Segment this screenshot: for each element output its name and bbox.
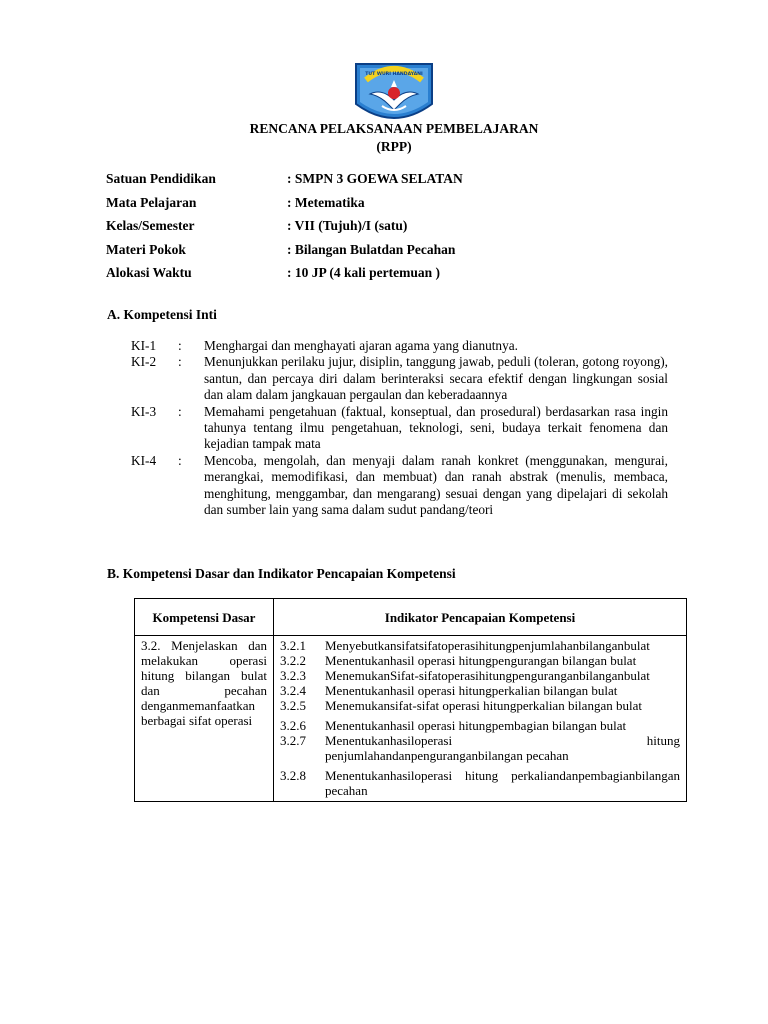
ki-code: KI-4: [131, 452, 157, 468]
ki-text: Menunjukkan perilaku jujur, disiplin, tanggung jawab, peduli (toleran, gotong royong), santun, dan percaya diri dalam berinteraksi secara efektif dengan lingkungan sosial dan alam dalam jangkauan pergaulan dan keberadaannya: [204, 354, 668, 403]
tut-wuri-handayani-logo: [354, 60, 434, 128]
document-subtitle: (RPP): [376, 139, 412, 154]
indicator-text: Menemukansifat-sifat operasi hitungperkalian bilangan bulat: [325, 698, 642, 713]
ki-text: Memahami pengetahuan (faktual, konseptual, dan prosedural) berdasarkan rasa ingin tahunya tentang ilmu pengetahuan, teknologi, seni, budaya terkait fenomena dan kejadian tampak mata: [204, 403, 668, 452]
ki-code: KI-2: [131, 354, 157, 370]
identity-label: Alokasi Waktu: [106, 265, 192, 281]
identity-value: : VII (Tujuh)/I (satu): [287, 218, 408, 234]
identity-label: Mata Pelajaran: [106, 194, 197, 210]
indicator-text: Menentukanhasiloperasi hitung penjumlahandanpenguranganbilangan pecahan: [325, 733, 680, 763]
ki-item: [131, 354, 668, 403]
indicator-number: 3.2.1: [280, 638, 306, 653]
indicator-text: Menentukanhasil operasi hitungpengurangan bilangan bulat: [325, 653, 637, 668]
identity-value: : SMPN 3 GOEWA SELATAN: [287, 171, 463, 186]
indicator-text: MenemukanSifat-sifatoperasihitungpenguranganbilanganbulat: [325, 668, 650, 683]
kompetensi-inti-list: [131, 338, 668, 518]
col-indikator-header: Indikator Pencapaian Kompetensi: [274, 599, 687, 636]
ki-colon: :: [178, 403, 182, 419]
ki-colon: :: [178, 338, 182, 353]
indicator-item: [280, 683, 680, 698]
indicator-number: 3.2.6: [280, 718, 306, 733]
kd-cell: 3.2. Menjelaskan dan melakukan operasi hitung bilangan bulat dan pecahan denganmemanfaatkan berbagai sifat operasi: [135, 636, 274, 802]
identity-label: Satuan Pendidikan: [106, 171, 216, 186]
identity-value: : Bilangan Bulatdan Pecahan: [287, 241, 456, 257]
indicator-text: Menentukanhasil operasi hitungpembagian bilangan bulat: [325, 718, 627, 733]
identity-label: Kelas/Semester: [106, 218, 195, 234]
indicator-item: [280, 768, 680, 798]
indicator-number: 3.2.8: [280, 768, 306, 783]
indicator-number: 3.2.2: [280, 653, 306, 668]
indicator-item: [280, 653, 680, 668]
ki-text: Menghargai dan menghayati ajaran agama yang dianutnya.: [204, 338, 518, 353]
indicator-item: [280, 638, 680, 653]
ki-colon: :: [178, 354, 182, 370]
table-row: [135, 636, 687, 802]
kd-indicator-table: [134, 598, 687, 802]
indicator-text: Menentukanhasil operasi hitungperkalian bilangan bulat: [325, 683, 618, 698]
logo-text: TUT WURI HANDAYANI: [365, 72, 423, 77]
section-a-heading: A. Kompetensi Inti: [107, 307, 217, 322]
section-b-heading: B. Kompetensi Dasar dan Indikator Pencapaian Kompetensi: [107, 566, 456, 581]
ki-item: [131, 404, 668, 453]
col-kompetensi-dasar-header: Kompetensi Dasar: [135, 599, 274, 636]
document-title: RENCANA PELAKSANAAN PEMBELAJARAN: [249, 121, 539, 136]
ki-code: KI-1: [131, 338, 157, 353]
identity-value: : Metematika: [287, 194, 365, 210]
indicator-number: 3.2.7: [280, 733, 306, 748]
indicator-item: [280, 718, 680, 733]
ki-item: [131, 338, 668, 354]
indicator-number: 3.2.4: [280, 683, 306, 698]
indicator-item: [280, 668, 680, 683]
identity-value: : 10 JP (4 kali pertemuan ): [287, 265, 440, 281]
ki-code: KI-3: [131, 403, 157, 419]
indicator-text: Menyebutkansifatsifatoperasihitungpenjumlahanbilanganbulat: [325, 638, 650, 653]
table-header-row: [135, 599, 687, 636]
indicator-item: [280, 698, 680, 713]
indicator-text: Menentukanhasiloperasi hitung perkaliandanpembagianbilangan pecahan: [325, 768, 680, 798]
indicator-number: 3.2.5: [280, 698, 306, 713]
indicator-number: 3.2.3: [280, 668, 306, 683]
identity-label: Materi Pokok: [106, 241, 186, 257]
indicator-cell: [274, 636, 687, 802]
ki-item: [131, 453, 668, 519]
indicator-item: [280, 733, 680, 763]
ki-text: Mencoba, mengolah, dan menyaji dalam ranah konkret (menggunakan, mengurai, merangkai, memodifikasi, dan membuat) dan ranah abstrak (menulis, membaca, menghitung, menggambar, dan mengarang) sesuai dengan yang dipelajari di sekolah dan sumber lain yang sama dalam sudut pandang/teori: [204, 452, 668, 518]
ki-colon: :: [178, 452, 182, 468]
